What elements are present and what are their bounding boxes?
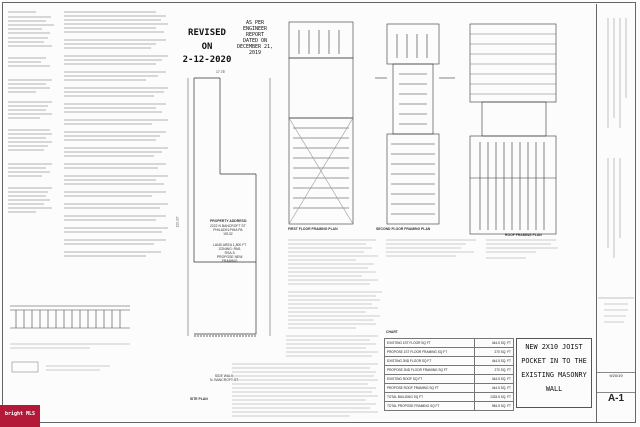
site-plan-title: SITE PLAN	[190, 397, 208, 401]
general-notes-column	[6, 8, 176, 263]
area-table	[384, 338, 514, 411]
title-block-date: 9/20/19	[597, 372, 635, 378]
area-table-row	[385, 384, 514, 393]
chart-title: CHART	[386, 330, 398, 334]
watermark-text: bright MLS	[4, 411, 36, 417]
framing-notes-text	[286, 236, 586, 332]
area-table-row	[385, 339, 514, 348]
area-row-value: 444.5 SQ. FT	[475, 375, 514, 384]
area-row-label: PROPOSE ROOF FRAMING SQ FT	[385, 384, 475, 393]
notes-lower-text	[230, 332, 380, 424]
property-address-title: PROPERTY ADDRESS:	[210, 219, 248, 223]
roof-plan-title: ROOF FRAMING PLAN	[505, 233, 542, 237]
revised-date: 2-12-2020	[182, 55, 232, 65]
area-row-value: 984.5 SQ. FT	[475, 402, 514, 411]
area-row-value: 270 SQ. FT	[475, 348, 514, 357]
property-address: 2222 N BANCROFT ST PHILADELPHIA PA 19132	[210, 224, 246, 236]
first-floor-plan-title: FIRST FLOOR FRAMING PLAN	[288, 227, 338, 231]
site-dim-side: 100.00'	[175, 216, 180, 228]
area-row-label: EXISTING 1ST FLOOR SQ FT	[385, 339, 475, 348]
area-row-label: EXISTING 2ND FLOOR SQ FT	[385, 357, 475, 366]
area-table-row	[385, 357, 514, 366]
area-row-value: 444.5 SQ. FT	[475, 357, 514, 366]
second-floor-framing-drawing	[373, 18, 463, 228]
revised-on-label: ON	[201, 42, 213, 52]
area-table-row	[385, 402, 514, 411]
area-row-value: 444.5 SQ. FT	[475, 384, 514, 393]
street-label: SIDE WALK N. BANCROFT ST	[210, 374, 239, 382]
area-row-label: TOTAL PROPOSE FRAMING SQ FT	[385, 402, 475, 411]
title-block-sheet: A-1	[597, 392, 635, 404]
area-row-label: PROPOSE 2ND FLOOR FRAMING SQ FT	[385, 366, 475, 375]
roof-framing-drawing	[462, 18, 572, 248]
area-row-value: 1333.5 SQ. FT	[475, 393, 514, 402]
area-row-value: 444.5 SQ. FT	[475, 339, 514, 348]
roof-detail-drawing	[10, 292, 160, 402]
title-block-details	[598, 8, 634, 328]
second-floor-plan-title: SECOND FLOOR FRAMING PLAN	[376, 227, 431, 231]
site-dim-top: 17.75'	[216, 70, 226, 74]
area-table-row	[385, 366, 514, 375]
first-floor-framing-drawing	[285, 18, 375, 228]
area-table-row	[385, 375, 514, 384]
engineer-report-note: AS PER ENGINEER REPORT DATED ON DECEMBER 21, 2019	[236, 20, 274, 56]
area-row-label: PROPOSE 1ST FLOOR FRAMING SQ FT	[385, 348, 475, 357]
lot-notes: LAND AREA 1,800 FT ZONING: RM1 RSA-5 PROPOSE NEW FRAMING	[213, 243, 247, 263]
area-row-label: TOTAL BUILDING SQ FT	[385, 393, 475, 402]
area-table-row	[385, 348, 514, 357]
area-row-value: 270 SQ. FT	[475, 366, 514, 375]
area-table-row	[385, 393, 514, 402]
revised-label: REVISED	[188, 28, 226, 38]
area-row-label: EXISTING ROOF SQ FT	[385, 375, 475, 384]
joist-callout-note: NEW 2X10 JOIST POCKET IN TO THE EXISTING MASONRY WALL	[521, 343, 587, 393]
